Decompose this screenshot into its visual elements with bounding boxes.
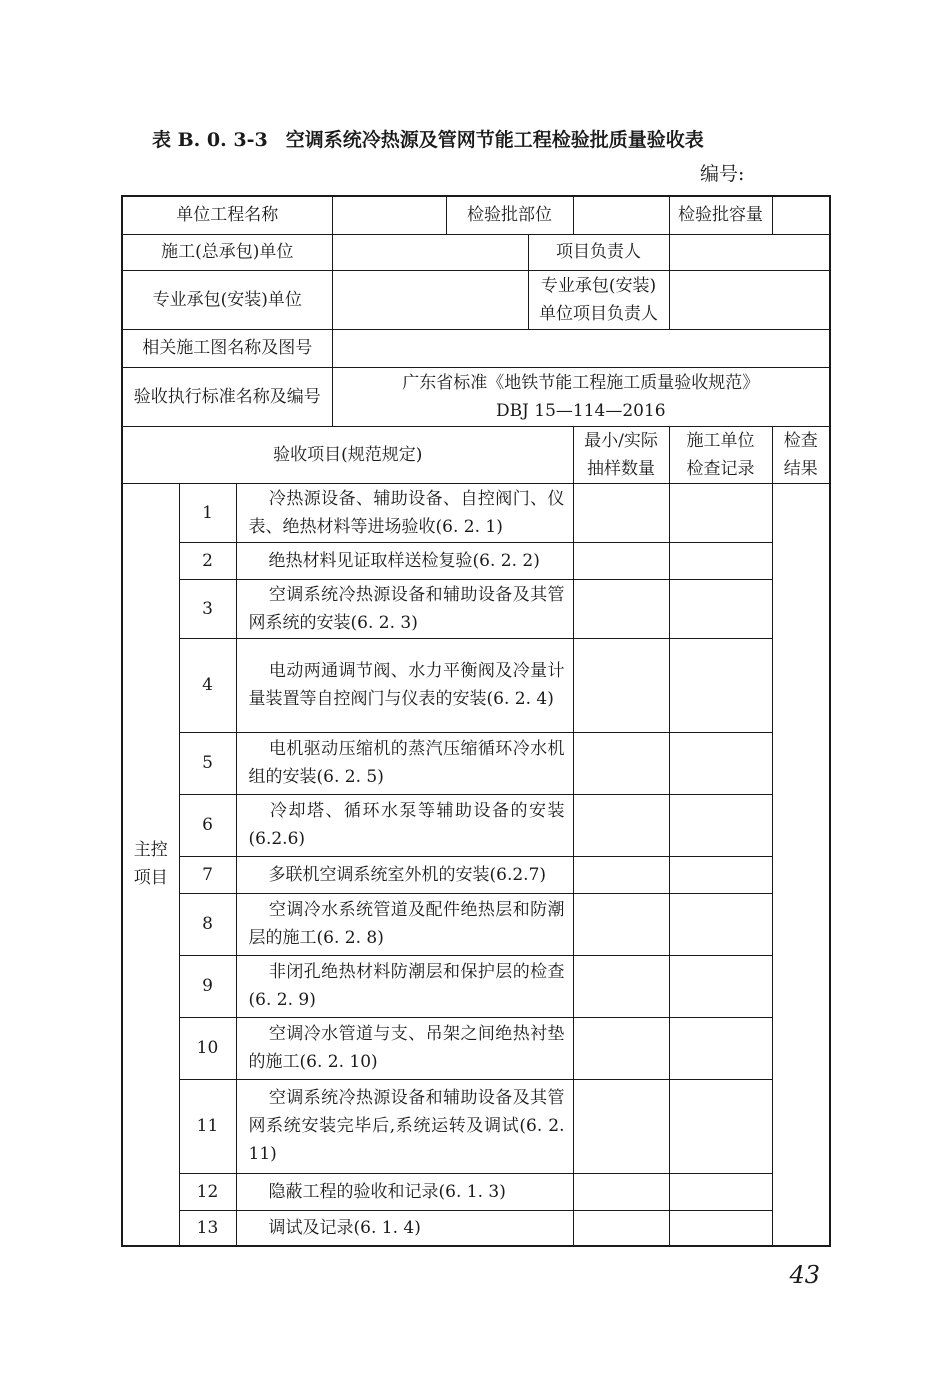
- sample-cell[interactable]: [573, 1173, 669, 1210]
- item-text: 绝热材料见证取样送检复验(6. 2. 2): [268, 550, 540, 571]
- main-control-group-label: [122, 483, 179, 1246]
- item-number: 1: [179, 483, 236, 542]
- item-number: 13: [179, 1210, 236, 1246]
- acceptance-form-table: [121, 195, 831, 1247]
- item-number: 6: [179, 794, 236, 856]
- batch-location-value[interactable]: [573, 196, 669, 234]
- general-contractor-value[interactable]: [332, 234, 528, 270]
- sub-manager-label-line-2: 单位项目负责人: [539, 303, 659, 324]
- record-cell[interactable]: [669, 1173, 772, 1210]
- sample-cell[interactable]: [573, 893, 669, 955]
- item-number: 4: [179, 638, 236, 732]
- record-header-line-1: 施工单位: [686, 430, 755, 451]
- sample-cell[interactable]: [573, 1017, 669, 1079]
- item-number: 2: [179, 542, 236, 579]
- table-row: [122, 955, 830, 1017]
- drawing-label: 相关施工图名称及图号: [122, 329, 332, 367]
- group-label-line-2: 项目: [133, 868, 168, 889]
- item-text: 冷热源设备、辅助设备、自控阀门、仪表、绝热材料等进场验收(6. 2. 1): [248, 488, 565, 537]
- project-manager-label: 项目负责人: [528, 234, 669, 270]
- item-text: 电动两通调节阀、水力平衡阀及冷量计量装置等自控阀门与仪表的安装(6. 2. 4): [248, 661, 565, 709]
- item-description: [236, 638, 573, 732]
- table-title: 空调系统冷热源及管网节能工程检验批质量验收表: [285, 129, 704, 151]
- sample-cell[interactable]: [573, 1210, 669, 1246]
- item-text: 空调系统冷热源设备和辅助设备及其管网系统安装完毕后,系统运转及调试(6. 2. 11): [248, 1088, 565, 1164]
- item-number: 7: [179, 856, 236, 893]
- item-description: [236, 1173, 573, 1210]
- items-column-header: 验收项目(规范规定): [122, 426, 573, 483]
- table-row: [122, 1173, 830, 1210]
- unit-project-value[interactable]: [332, 196, 446, 234]
- sample-cell[interactable]: [573, 794, 669, 856]
- item-description: [236, 1210, 573, 1246]
- standard-value: [332, 367, 830, 426]
- record-cell[interactable]: [669, 856, 772, 893]
- record-cell[interactable]: [669, 732, 772, 794]
- item-text: 调试及记录(6. 1. 4): [268, 1217, 421, 1238]
- item-text: 非闭孔绝热材料防潮层和保护层的检查(6. 2. 9): [248, 962, 565, 1010]
- batch-capacity-label: 检验批容量: [669, 196, 772, 234]
- sub-manager-value[interactable]: [669, 270, 830, 329]
- record-cell[interactable]: [669, 955, 772, 1017]
- item-description: [236, 794, 573, 856]
- sub-manager-label-line-1: 专业承包(安装): [540, 275, 657, 296]
- record-header-line-2: 检查记录: [686, 458, 755, 479]
- record-cell[interactable]: [669, 1210, 772, 1246]
- sample-cell[interactable]: [573, 955, 669, 1017]
- item-number: 8: [179, 893, 236, 955]
- sample-column-header: [573, 426, 669, 483]
- item-text: 冷却塔、循环水泵等辅助设备的安装(6.2.6): [248, 801, 565, 849]
- standard-label: 验收执行标准名称及编号: [122, 367, 332, 426]
- sample-cell[interactable]: [573, 542, 669, 579]
- sub-contractor-label: 专业承包(安装)单位: [122, 270, 332, 329]
- standard-code: DBJ 15—114—2016: [495, 400, 666, 421]
- item-number: 3: [179, 579, 236, 638]
- sample-cell[interactable]: [573, 856, 669, 893]
- record-cell[interactable]: [669, 638, 772, 732]
- table-row: [122, 856, 830, 893]
- sample-header-line-1: 最小/实际: [584, 430, 658, 451]
- item-number: 10: [179, 1017, 236, 1079]
- sample-cell[interactable]: [573, 1079, 669, 1173]
- item-text: 空调冷水管道与支、吊架之间绝热衬垫的施工(6. 2. 10): [248, 1024, 565, 1072]
- item-description: [236, 856, 573, 893]
- batch-location-label: 检验批部位: [446, 196, 573, 234]
- sample-cell[interactable]: [573, 579, 669, 638]
- unit-project-label: 单位工程名称: [122, 196, 332, 234]
- table-row: [122, 638, 830, 732]
- table-row: [122, 1079, 830, 1173]
- item-number: 12: [179, 1173, 236, 1210]
- item-number: 9: [179, 955, 236, 1017]
- record-cell[interactable]: [669, 483, 772, 542]
- result-header-line-1: 检查: [783, 430, 818, 451]
- general-contractor-label: 施工(总承包)单位: [122, 234, 332, 270]
- table-number: 表 B. 0. 3-3: [152, 129, 268, 151]
- result-column-header: [772, 426, 830, 483]
- item-description: [236, 579, 573, 638]
- sample-cell[interactable]: [573, 732, 669, 794]
- table-row: [122, 483, 830, 542]
- item-description: [236, 1079, 573, 1173]
- item-number: 11: [179, 1079, 236, 1173]
- item-text: 空调冷水系统管道及配件绝热层和防潮层的施工(6. 2. 8): [248, 900, 565, 948]
- record-cell[interactable]: [669, 579, 772, 638]
- record-cell[interactable]: [669, 542, 772, 579]
- drawing-value[interactable]: [332, 329, 830, 367]
- item-text: 电机驱动压缩机的蒸汽压缩循环冷水机组的安装(6. 2. 5): [248, 739, 565, 787]
- item-description: [236, 732, 573, 794]
- project-manager-value[interactable]: [669, 234, 830, 270]
- item-description: [236, 1017, 573, 1079]
- record-cell[interactable]: [669, 1017, 772, 1079]
- item-number: 5: [179, 732, 236, 794]
- table-row: [122, 893, 830, 955]
- record-cell[interactable]: [669, 794, 772, 856]
- standard-name: 广东省标准《地铁节能工程施工质量验收规范》: [402, 372, 760, 393]
- sub-contractor-value[interactable]: [332, 270, 528, 329]
- table-row: [122, 732, 830, 794]
- serial-number-label: 编号:: [700, 163, 745, 185]
- record-cell[interactable]: [669, 1079, 772, 1173]
- item-text: 空调系统冷热源设备和辅助设备及其管网系统的安装(6. 2. 3): [248, 584, 565, 633]
- group-label-line-1: 主控: [133, 840, 168, 861]
- table-row: [122, 579, 830, 638]
- batch-capacity-value[interactable]: [772, 196, 830, 234]
- sample-header-line-2: 抽样数量: [587, 458, 656, 479]
- item-description: [236, 893, 573, 955]
- item-description: [236, 955, 573, 1017]
- sample-cell[interactable]: [573, 483, 669, 542]
- item-text: 多联机空调系统室外机的安装(6.2.7): [268, 864, 547, 885]
- table-row: [122, 1210, 830, 1246]
- sub-manager-label: [528, 270, 669, 329]
- table-row: [122, 794, 830, 856]
- page-number: 43: [789, 1261, 820, 1289]
- result-cell[interactable]: [772, 483, 830, 1246]
- item-text: 隐蔽工程的验收和记录(6. 1. 3): [268, 1181, 506, 1202]
- document-title: [152, 124, 852, 156]
- record-column-header: [669, 426, 772, 483]
- result-header-line-2: 结果: [783, 458, 818, 479]
- item-description: [236, 542, 573, 579]
- table-row: [122, 542, 830, 579]
- record-cell[interactable]: [669, 893, 772, 955]
- sample-cell[interactable]: [573, 638, 669, 732]
- item-description: [236, 483, 573, 542]
- table-row: [122, 1017, 830, 1079]
